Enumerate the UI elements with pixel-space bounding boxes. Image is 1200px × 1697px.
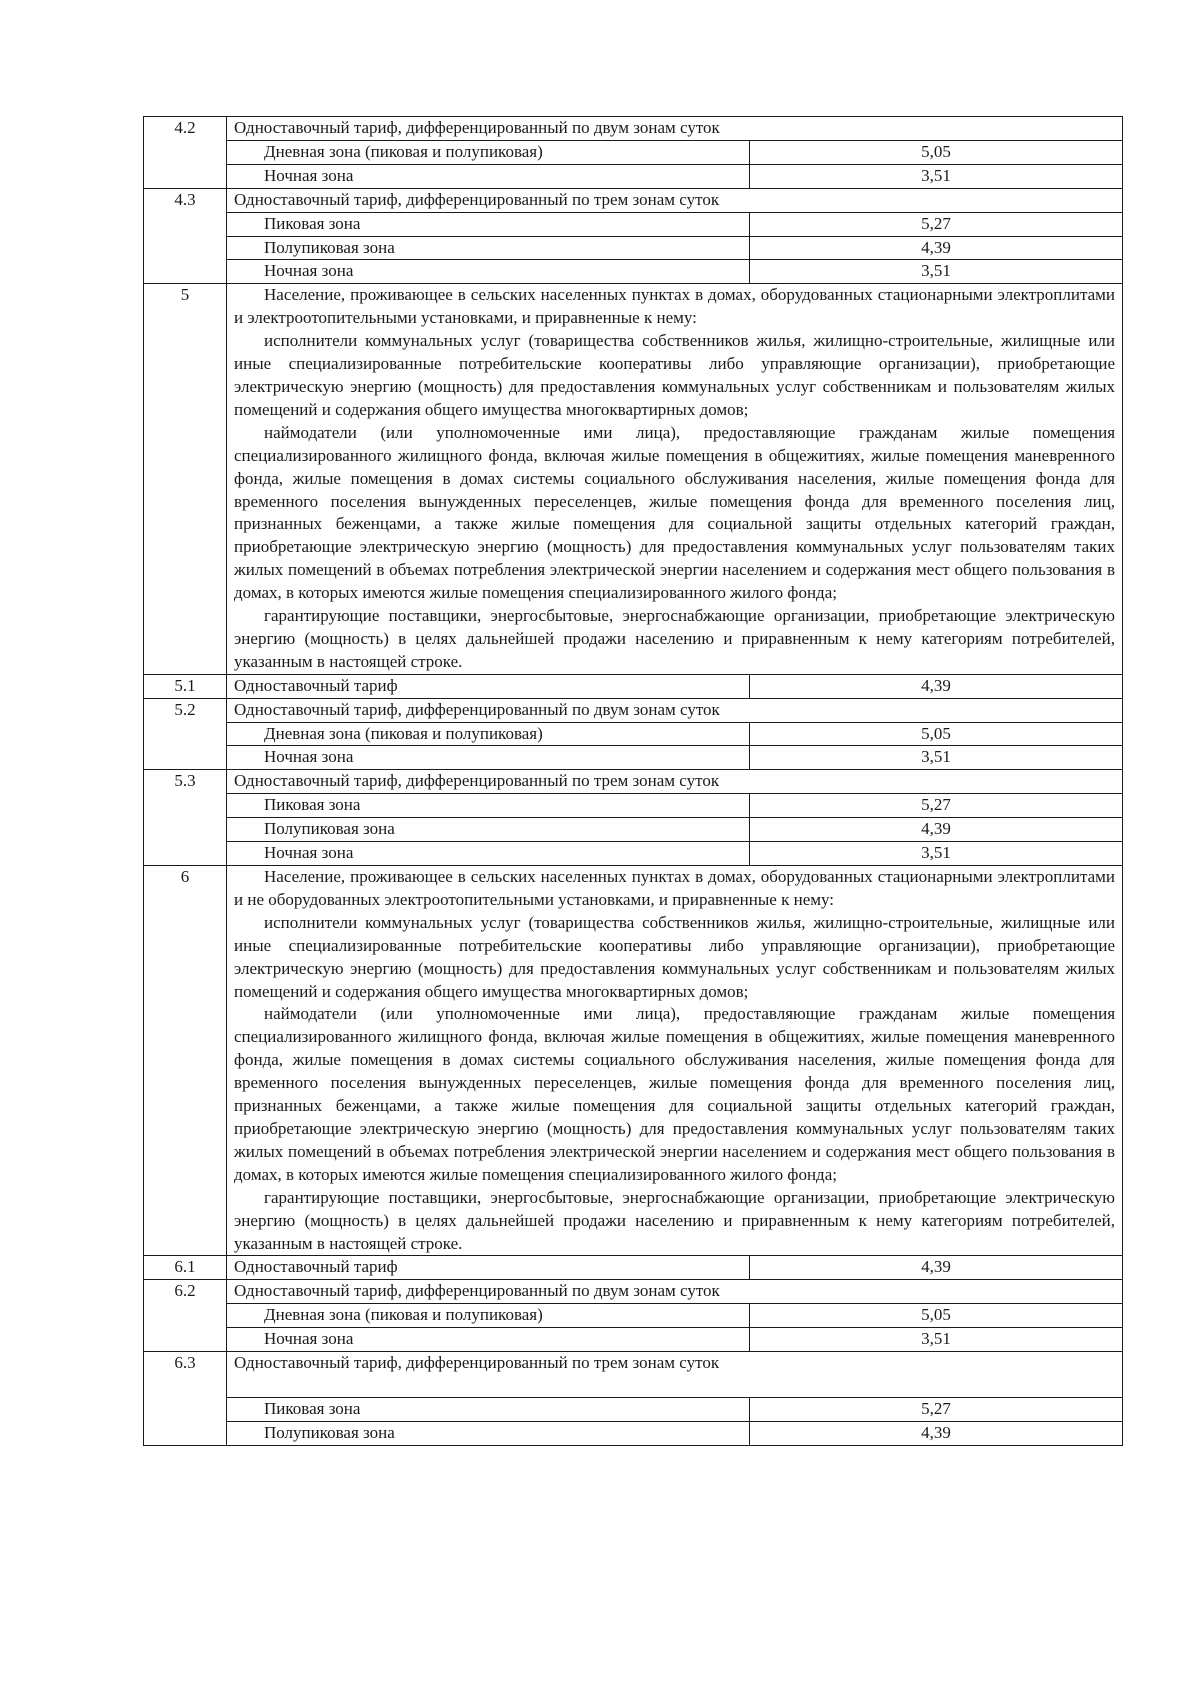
description-paragraph: наймодатели (или уполномоченные ими лица), предоставляющие гражданам жилые помещения специализированного жилищного фонда, включая жилые помещения в общежитиях, жилые помещения маневренного фонда, жилые помещения в домах системы социального обслуживания населения, жилые помещения фонда для временного поселения вынужденных переселенцев, жилые помещения фонда для временного поселения лиц, признанных беженцами, а также жилые помещения для социальной защиты отдельных категорий граждан, приобретающие электрическую энергию (мощность) для предоставления коммунальных услуг пользователям таких жилых помещений в объемах потребления электрической энергии населением и содержания мест общего пользования в домах, в которых имеются жилые помещения специализированного жилого фонда; — [234, 1004, 1116, 1184]
row-number: 6.3 — [144, 1352, 227, 1398]
table-row — [144, 674, 1123, 698]
row-number: 6 — [144, 866, 227, 1256]
tariff-value: 3,51 — [750, 1328, 1123, 1352]
table-row — [144, 1352, 1123, 1398]
tariff-value: 5,27 — [750, 1398, 1123, 1422]
zone-label: Дневная зона (пиковая и полупиковая) — [227, 722, 750, 746]
zone-label: Ночная зона — [227, 746, 750, 770]
tariff-document-page — [143, 116, 1122, 1446]
zone-label: Полупиковая зона — [227, 1421, 750, 1445]
table-row — [144, 164, 1123, 188]
table-row — [144, 236, 1123, 260]
row-number: 6.1 — [144, 1256, 227, 1280]
table-row — [144, 212, 1123, 236]
table-row — [144, 746, 1123, 770]
tariff-header: Одноставочный тариф, дифференцированный по двум зонам суток — [227, 117, 1123, 141]
description-paragraph: исполнители коммунальных услуг (товарищества собственников жилья, жилищно-строительные, жилищные или иные специализированные потребительские кооперативы либо управляющие организации), приобретающие электрическую энергию (мощность) для предоставления коммунальных услуг собственникам и пользователям жилых помещений и содержания общего имущества многоквартирных домов; — [234, 912, 1116, 1001]
description-paragraph: гарантирующие поставщики, энергосбытовые, энергоснабжающие организации, приобретающие электрическую энергию (мощность) в целях дальнейшей продажи населению и приравненным к нему категориям потребителей, указанным в настоящей строке. — [234, 1187, 1116, 1253]
table-row — [144, 1328, 1123, 1352]
table-row — [144, 284, 1123, 674]
table-row — [144, 1398, 1123, 1422]
zone-label: Пиковая зона — [227, 212, 750, 236]
zone-label: Дневная зона (пиковая и полупиковая) — [227, 140, 750, 164]
tariff-header: Одноставочный тариф, дифференцированный по двум зонам суток — [227, 1280, 1123, 1304]
zone-label: Ночная зона — [227, 842, 750, 866]
tariff-value: 4,39 — [750, 674, 1123, 698]
tariff-value: 4,39 — [750, 1421, 1123, 1445]
description-paragraph: Население, проживающее в сельских населенных пунктах в домах, оборудованных стационарными электроплитами и электроотопительными установками, и приравненные к нему: — [234, 285, 1116, 328]
description-paragraph: гарантирующие поставщики, энергосбытовые, энергоснабжающие организации, приобретающие электрическую энергию (мощность) в целях дальнейшей продажи населению и приравненным к нему категориям потребителей, указанным в настоящей строке. — [234, 606, 1116, 671]
tariff-value: 3,51 — [750, 164, 1123, 188]
table-row — [144, 188, 1123, 212]
tariff-value: 5,27 — [750, 794, 1123, 818]
row-number: 5.2 — [144, 698, 227, 722]
row-number: 5.3 — [144, 770, 227, 794]
description-paragraph: Население, проживающее в сельских населенных пунктах в домах, оборудованных стационарными электроплитами и не оборудованных электроотопительными установками, и приравненные к нему: — [234, 867, 1116, 909]
tariff-label: Одноставочный тариф — [227, 1256, 750, 1280]
table-row — [144, 140, 1123, 164]
zone-label: Пиковая зона — [227, 1398, 750, 1422]
table-row — [144, 722, 1123, 746]
table-row — [144, 794, 1123, 818]
row-number: 6.2 — [144, 1280, 227, 1304]
row-number: 4.2 — [144, 117, 227, 141]
table-row — [144, 818, 1123, 842]
zone-label: Ночная зона — [227, 260, 750, 284]
table-row — [144, 117, 1123, 141]
zone-label: Полупиковая зона — [227, 818, 750, 842]
tariff-value: 4,39 — [750, 1256, 1123, 1280]
tariff-table — [143, 116, 1123, 1446]
tariff-header: Одноставочный тариф, дифференцированный по трем зонам суток — [227, 188, 1123, 212]
table-row — [144, 698, 1123, 722]
row-number: 5.1 — [144, 674, 227, 698]
row-number: 4.3 — [144, 188, 227, 212]
tariff-value: 5,05 — [750, 722, 1123, 746]
tariff-value: 3,51 — [750, 842, 1123, 866]
category-description — [227, 866, 1123, 1256]
zone-label: Дневная зона (пиковая и полупиковая) — [227, 1304, 750, 1328]
tariff-value: 3,51 — [750, 746, 1123, 770]
table-row — [144, 1280, 1123, 1304]
table-row — [144, 842, 1123, 866]
table-row — [144, 260, 1123, 284]
zone-label: Ночная зона — [227, 164, 750, 188]
table-row — [144, 1304, 1123, 1328]
tariff-header: Одноставочный тариф, дифференцированный по трем зонам суток — [227, 770, 1123, 794]
tariff-header: Одноставочный тариф, дифференцированный по двум зонам суток — [227, 698, 1123, 722]
description-paragraph: исполнители коммунальных услуг (товарищества собственников жилья, жилищно-строительные, жилищные или иные специализированные потребительские кооперативы либо управляющие организации), приобретающие электрическую энергию (мощность) для предоставления коммунальных услуг собственникам и пользователям жилых помещений и содержания общего имущества многоквартирных домов; — [234, 331, 1116, 419]
zone-label: Пиковая зона — [227, 794, 750, 818]
tariff-label: Одноставочный тариф — [227, 674, 750, 698]
tariff-header: Одноставочный тариф, дифференцированный по трем зонам суток — [227, 1352, 1123, 1398]
table-row — [144, 1256, 1123, 1280]
tariff-value: 4,39 — [750, 236, 1123, 260]
table-row — [144, 1421, 1123, 1445]
tariff-value: 5,05 — [750, 1304, 1123, 1328]
zone-label: Ночная зона — [227, 1328, 750, 1352]
description-paragraph: наймодатели (или уполномоченные ими лица), предоставляющие гражданам жилые помещения специализированного жилищного фонда, включая жилые помещения в общежитиях, жилые помещения маневренного фонда, жилые помещения в домах системы социального обслуживания населения, жилые помещения фонда для временного поселения вынужденных переселенцев, жилые помещения фонда для временного поселения лиц, признанных беженцами, а также жилые помещения для социальной защиты отдельных категорий граждан, приобретающие электрическую энергию (мощность) для предоставления коммунальных услуг пользователям таких жилых помещений в объемах потребления электрической энергии населением и содержания мест общего пользования в домах, в которых имеются жилые помещения специализированного жилого фонда; — [234, 422, 1116, 603]
table-row — [144, 770, 1123, 794]
category-description — [227, 284, 1123, 674]
tariff-value: 5,05 — [750, 140, 1123, 164]
row-number: 5 — [144, 284, 227, 674]
tariff-value: 4,39 — [750, 818, 1123, 842]
table-row — [144, 866, 1123, 1256]
zone-label: Полупиковая зона — [227, 236, 750, 260]
tariff-value: 3,51 — [750, 260, 1123, 284]
tariff-value: 5,27 — [750, 212, 1123, 236]
